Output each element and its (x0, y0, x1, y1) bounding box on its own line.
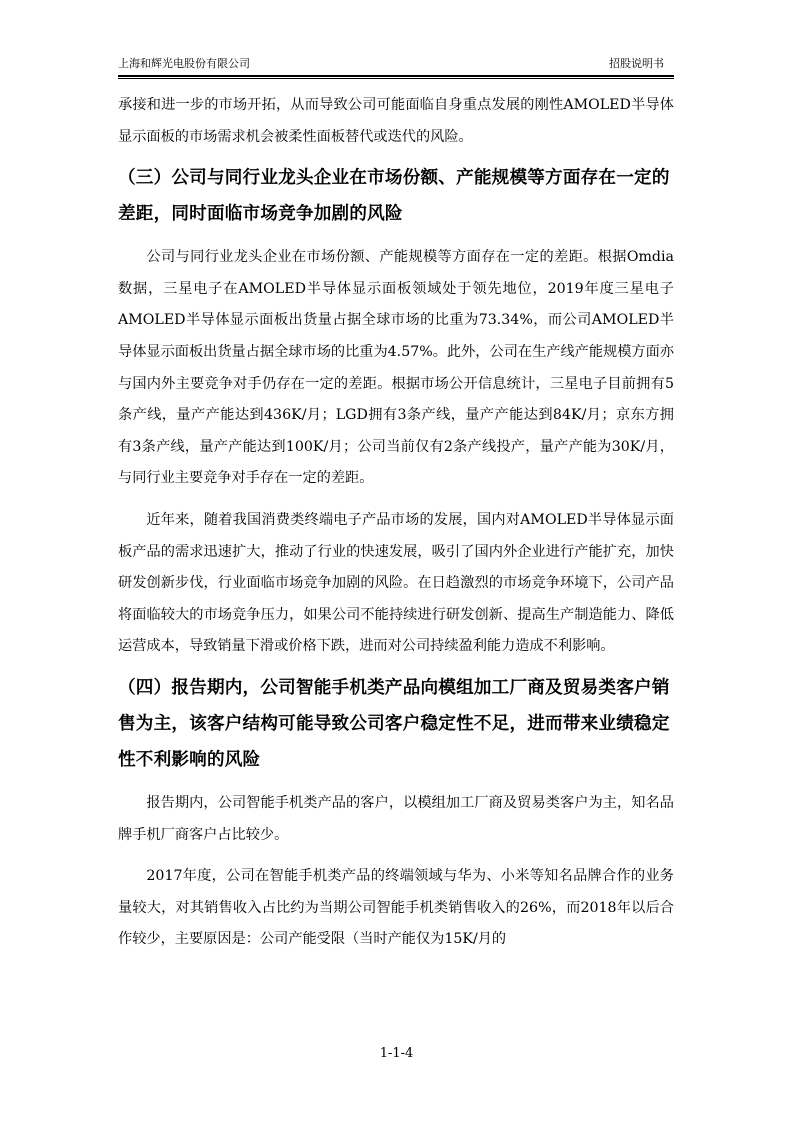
header-company-name: 上海和辉光电股份有限公司 (118, 57, 250, 70)
paragraph-customer-structure: 报告期内，公司智能手机类产品的客户，以模组加工厂商及贸易类客户为主，知名品牌手机厂商客户占比较少。 (118, 794, 674, 843)
paragraph-market-share: 公司与同行业龙头企业在市场份额、产能规模等方面存在一定的差距。根据Omdia数据，三星电子在AMOLED半导体显示面板领域处于领先地位，2019年度三星电子AMOLED半导体显示面板出货量占据全球市场的比重为73.34%，而公司AMOLED半导体显示面板出货量占据全球市场的比重为4.57%。此外，公司在生产线产能规模方面亦与国内外主要竞争对手仍存在一定的差距。根据市场公开信息统计，三星电子目前拥有5条产线，量产产能达到436K/月；LGD拥有3条产线，量产产能达到84K/月；京东方拥有3条产线，量产产能达到100K/月；公司当前仅有2条产线投产，量产产能为30K/月，与同行业主要竞争对手存在一定的差距。 (118, 249, 674, 487)
page-header (118, 55, 674, 73)
header-rule-thin (118, 78, 674, 79)
section-heading-4: （四）报告期内，公司智能手机类产品向模组加工厂商及贸易类客户销售为主，该客户结构可能导致公司客户稳定性不足，进而带来业绩稳定性不利影响的风险 (118, 677, 670, 770)
page-number: 1-1-4 (379, 1046, 414, 1061)
header-document-type: 招股说明书 (609, 57, 664, 70)
page-body (118, 90, 674, 956)
header-rule-thick (118, 75, 674, 77)
section-heading-3: （三）公司与同行业龙头企业在市场份额、产能规模等方面存在一定的差距，同时面临市场竞争加剧的风险 (118, 168, 670, 225)
paragraph-continuation: 承接和进一步的市场开拓，从而导致公司可能面临自身重点发展的刚性AMOLED半导体显示面板的市场需求机会被柔性面板替代或迭代的风险。 (118, 97, 674, 145)
paragraph-brand-cooperation: 2017年度，公司在智能手机类产品的终端领域与华为、小米等知名品牌合作的业务量较大，对其销售收入占比约为当期公司智能手机类销售收入的26%，而2018年以后合作较少，主要原因是：公司产能受限（当时产能仅为15K/月的 (118, 868, 674, 948)
paragraph-competition: 近年来，随着我国消费类终端电子产品市场的发展，国内对AMOLED半导体显示面板产品的需求迅速扩大，推动了行业的快速发展，吸引了国内外企业进行产能扩充，加快研发创新步伐，行业面临市场竞争加剧的风险。在日趋激烈的市场竞争环境下，公司产品将面临较大的市场竞争压力，如果公司不能持续进行研发创新、提高生产制造能力、降低运营成本，导致销量下滑或价格下跌，进而对公司持续盈利能力造成不利影响。 (118, 511, 674, 655)
